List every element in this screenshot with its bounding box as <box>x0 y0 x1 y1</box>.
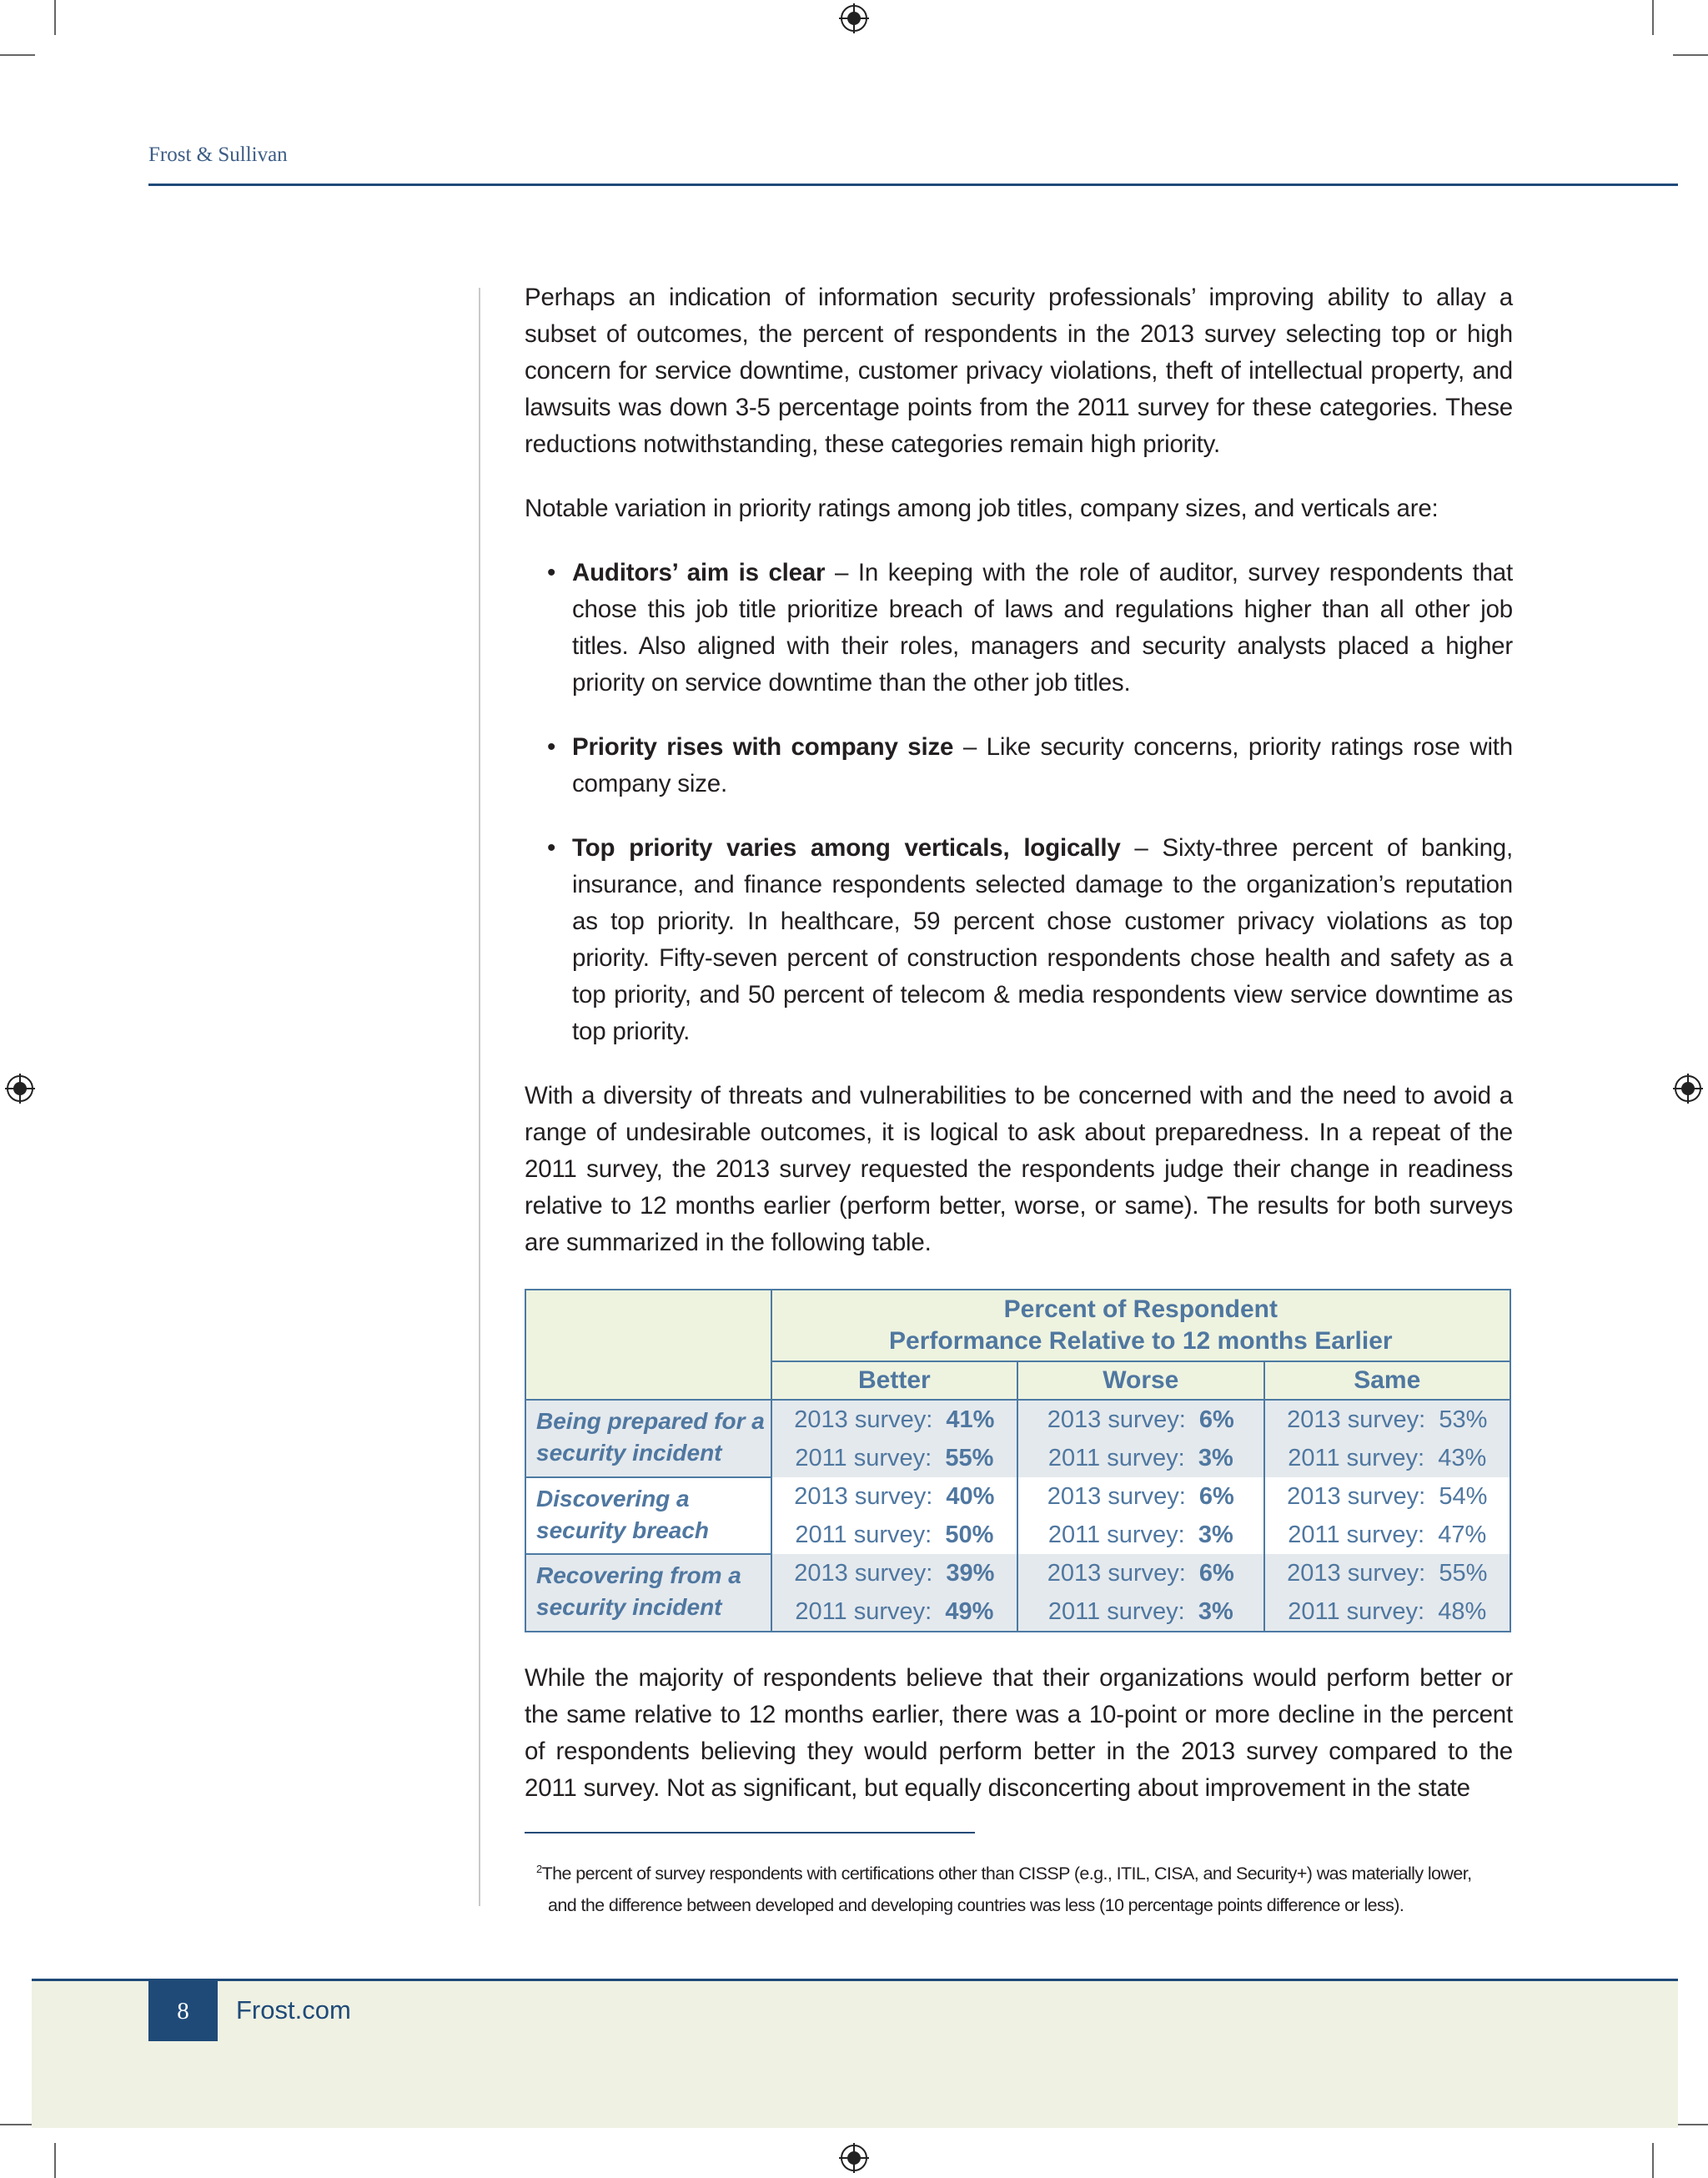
bullet-item <box>525 830 1513 1050</box>
cell-value: 6% <box>1198 1406 1234 1433</box>
bullet-marker: • <box>547 733 556 761</box>
bullet-title: Auditors’ aim is clear <box>572 559 826 586</box>
page-number: 8 <box>148 1981 218 2041</box>
cell-prefix: 2011 survey: <box>1288 1521 1425 1548</box>
cell-prefix: 2011 survey: <box>1288 1597 1425 1625</box>
cell-value: 50% <box>945 1521 994 1548</box>
crop-mark <box>0 54 35 56</box>
bullet-list <box>525 555 1513 1050</box>
crop-mark <box>1652 2143 1654 2178</box>
cell-prefix: 2011 survey: <box>795 1444 932 1471</box>
cell-prefix: 2013 survey: <box>1047 1559 1186 1587</box>
column-header-same: Same <box>1264 1361 1510 1400</box>
table-header-line1: Percent of Respondent <box>1003 1295 1278 1323</box>
crop-mark <box>1673 54 1708 56</box>
row-label: Being prepared for a security incident <box>525 1400 771 1477</box>
cell-value: 6% <box>1198 1559 1234 1587</box>
footnote-line <box>536 1854 1512 1889</box>
registration-mark-icon <box>5 1074 35 1104</box>
bullet-item <box>525 729 1513 802</box>
cell-2011-worse <box>1017 1592 1263 1632</box>
cell-prefix: 2011 survey: <box>795 1521 932 1548</box>
cell-value: 55% <box>945 1444 994 1471</box>
footnote-rule <box>525 1832 975 1833</box>
cell-2011-same <box>1264 1516 1510 1554</box>
bullet-text: – Sixty-three percent of banking, insurance, and finance respondents selected damage to the organization’s reputation as top priority. In healthcare, 59 percent chose customer privacy violations as top priority. Fifty-seven percent of construction respondents chose health and safety as a top priority, and 50 percent of telecom & media respondents view service downtime as top priority. <box>572 834 1513 1045</box>
paragraph: Notable variation in priority ratings among job titles, company sizes, and verticals are: <box>525 495 1439 522</box>
header-rule <box>148 184 1678 186</box>
table-corner-cell <box>525 1290 771 1400</box>
registration-mark-icon <box>839 3 869 33</box>
paragraph: With a diversity of threats and vulnerabilities to be concerned with and the need to avoid a range of undesirable outcomes, it is logical to ask about preparedness. In a repeat of the 2011 survey, the 2013 survey requested the respondents judge their change in readiness relative to 12 months earlier (perform better, worse, or same). The results for both surveys are summarized in the following table. <box>525 1082 1513 1256</box>
footnote <box>536 1854 1512 1921</box>
cell-value: 43% <box>1438 1444 1487 1471</box>
cell-2011-worse <box>1017 1439 1263 1477</box>
cell-2011-better <box>771 1516 1017 1554</box>
cell-value: 49% <box>945 1597 994 1625</box>
column-header-better: Better <box>771 1361 1017 1400</box>
cell-2011-better <box>771 1592 1017 1632</box>
bullet-item <box>525 555 1513 702</box>
bullet-marker: • <box>547 559 556 586</box>
cell-value: 48% <box>1438 1597 1487 1625</box>
table-row <box>525 1554 1510 1592</box>
cell-prefix: 2013 survey: <box>1047 1482 1186 1510</box>
cell-2013-worse <box>1017 1400 1263 1439</box>
cell-2013-same <box>1264 1554 1510 1592</box>
crop-mark <box>54 0 56 35</box>
cell-prefix: 2013 survey: <box>1287 1406 1426 1433</box>
cell-2013-same <box>1264 1400 1510 1439</box>
crop-mark <box>0 2124 35 2125</box>
cell-value: 47% <box>1438 1521 1487 1548</box>
cell-value: 3% <box>1198 1521 1233 1548</box>
main-content <box>525 279 1513 1834</box>
paragraph: Perhaps an indication of information security professionals’ improving ability to allay a subset of outcomes, the percent of respondents in the 2013 survey selecting top or high concern for service downtime, customer privacy violations, theft of intellectual property, and lawsuits was down 3-5 percentage points from the 2011 survey for these categories. These reductions notwithstanding, these categories remain high priority. <box>525 284 1513 458</box>
cell-value: 3% <box>1198 1444 1233 1471</box>
bullet-title: Priority rises with company size <box>572 733 954 761</box>
registration-mark-icon <box>839 2143 869 2173</box>
crop-mark <box>1673 2124 1708 2125</box>
bullet-text: – Like security concerns, priority ratings rose with company size. <box>572 733 1513 797</box>
footer-site-link[interactable]: Frost.com <box>236 1995 351 2025</box>
cell-value: 41% <box>946 1406 995 1433</box>
cell-prefix: 2013 survey: <box>794 1406 933 1433</box>
row-label: Recovering from a security incident <box>525 1554 771 1632</box>
footnote-marker: 2 <box>536 1863 542 1875</box>
column-divider <box>479 288 480 1906</box>
cell-2011-same <box>1264 1439 1510 1477</box>
cell-2011-worse <box>1017 1516 1263 1554</box>
column-header-worse: Worse <box>1017 1361 1263 1400</box>
row-label: Discovering a security breach <box>525 1477 771 1554</box>
cell-2013-better <box>771 1477 1017 1516</box>
cell-2013-same <box>1264 1477 1510 1516</box>
cell-value: 54% <box>1439 1482 1488 1510</box>
cell-2011-better <box>771 1439 1017 1477</box>
bullet-title: Top priority varies among verticals, logically <box>572 834 1121 862</box>
performance-table-wrapper <box>525 1289 1513 1632</box>
cell-prefix: 2011 survey: <box>1047 1444 1185 1471</box>
cell-value: 53% <box>1439 1406 1488 1433</box>
cell-prefix: 2013 survey: <box>794 1482 933 1510</box>
cell-2013-worse <box>1017 1477 1263 1516</box>
table-row <box>525 1400 1510 1439</box>
cell-prefix: 2013 survey: <box>1287 1482 1426 1510</box>
bullet-text: – In keeping with the role of auditor, survey respondents that chose this job title prioritize breach of laws and regulations higher than all other job titles. Also aligned with their roles, managers and security analysts placed a higher priority on service downtime than the other job titles. <box>572 559 1514 697</box>
table-header-line2: Performance Relative to 12 months Earlier <box>889 1327 1393 1355</box>
cell-2013-worse <box>1017 1554 1263 1592</box>
footnote-line: and the difference between developed and developing countries was less (10 percentage points difference or less). <box>548 1895 1404 1915</box>
bullet-marker: • <box>547 834 556 862</box>
cell-prefix: 2013 survey: <box>794 1559 933 1587</box>
cell-value: 40% <box>946 1482 995 1510</box>
performance-table <box>525 1289 1511 1632</box>
crop-mark <box>54 2143 56 2178</box>
cell-prefix: 2011 survey: <box>795 1597 932 1625</box>
registration-mark-icon <box>1673 1074 1703 1104</box>
crop-mark <box>1652 0 1654 35</box>
cell-value: 6% <box>1198 1482 1234 1510</box>
paragraph: While the majority of respondents believe that their organizations would perform better or the same relative to 12 months earlier, there was a 10-point or more decline in the percent of respondents believing they would perform better in the 2013 survey compared to the 2011 survey. Not as significant, but equally disconcerting about improvement in the state <box>525 1664 1513 1802</box>
cell-prefix: 2011 survey: <box>1047 1521 1185 1548</box>
cell-value: 55% <box>1439 1559 1488 1587</box>
cell-2011-same <box>1264 1592 1510 1632</box>
cell-prefix: 2011 survey: <box>1047 1597 1185 1625</box>
cell-prefix: 2011 survey: <box>1288 1444 1425 1471</box>
cell-2013-better <box>771 1554 1017 1592</box>
cell-2013-better <box>771 1400 1017 1439</box>
cell-value: 3% <box>1198 1597 1233 1625</box>
header-brand: Frost & Sullivan <box>148 143 288 166</box>
table-row <box>525 1477 1510 1516</box>
cell-prefix: 2013 survey: <box>1047 1406 1186 1433</box>
cell-prefix: 2013 survey: <box>1287 1559 1426 1587</box>
footnote-text: The percent of survey respondents with certifications other than CISSP (e.g., ITIL, CISA, and Security+) was materially lower, <box>541 1864 1472 1884</box>
table-header-title <box>771 1290 1510 1361</box>
cell-value: 39% <box>946 1559 995 1587</box>
